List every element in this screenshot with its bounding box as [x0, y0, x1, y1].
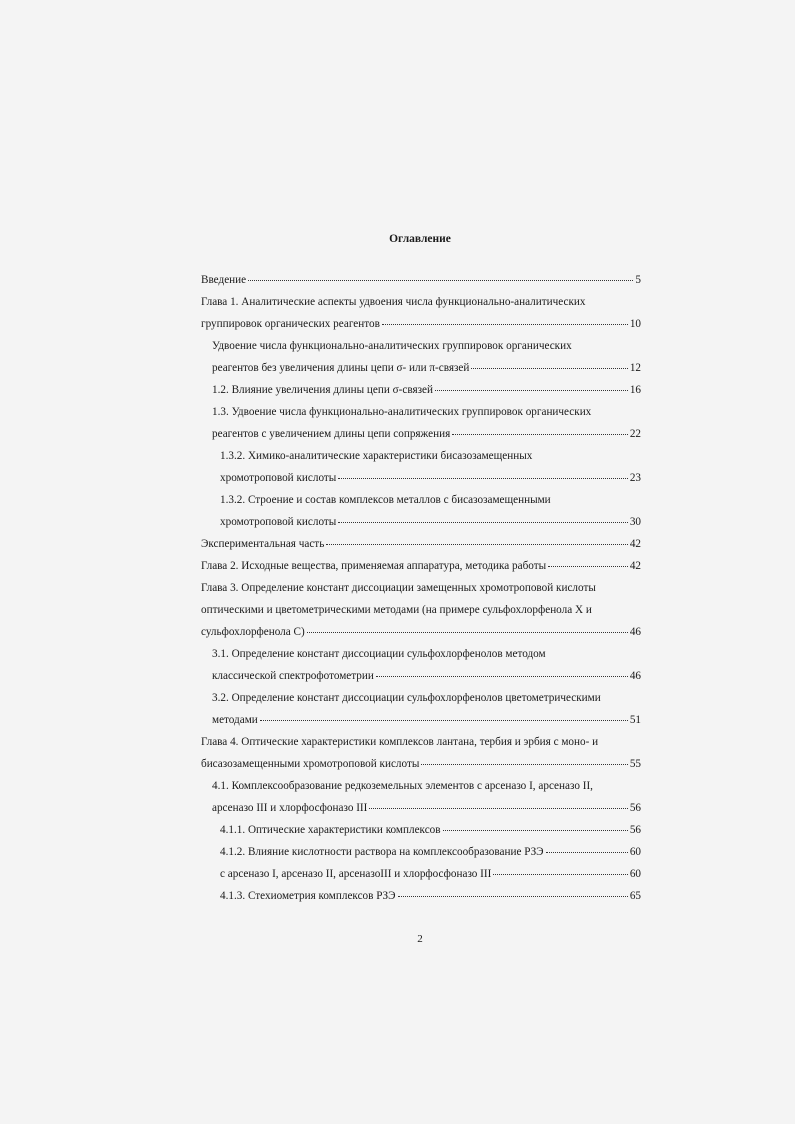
- toc-entry-text: оптическими и цветометрическими методами (на примере сульфохлорфенола Х и: [201, 604, 592, 616]
- toc-entry: [212, 361, 641, 375]
- toc-leader-dots: [376, 675, 628, 677]
- toc-entry-page: 12: [629, 362, 641, 374]
- toc-entry-text: бисазозамещенными хромотроповой кислоты: [201, 758, 420, 770]
- toc-entry-page: 65: [629, 890, 641, 902]
- page-title: Оглавление: [389, 233, 451, 245]
- toc-entry-page: 5: [635, 274, 641, 286]
- toc-entry: [220, 493, 551, 507]
- toc-entry: [220, 845, 641, 859]
- toc-entry-text: реагентов с увеличением длины цепи сопряжения: [212, 428, 451, 440]
- toc-entry-text: с арсеназо I, арсеназо II, арсеназоIII и хлорфосфоназо III: [220, 868, 492, 880]
- toc-entry-text: реагентов без увеличения длины цепи σ- или π-связей: [212, 362, 470, 374]
- toc-entry: [212, 383, 641, 397]
- toc-entry-text: Глава 4. Оптические характеристики комплексов лантана, тербия и эрбия с моно- и: [201, 736, 599, 748]
- toc-entry-text: Глава 3. Определение констант диссоциации замещенных хромотроповой кислоты: [201, 582, 596, 594]
- toc-entry-text: Глава 2. Исходные вещества, применяемая аппаратура, методика работы: [201, 560, 547, 572]
- toc-leader-dots: [338, 521, 628, 523]
- toc-entry: [201, 295, 585, 309]
- toc-entry: [201, 317, 641, 331]
- toc-entry-text: 1.2. Влияние увеличения длины цепи σ-связей: [212, 384, 434, 396]
- toc-entry: [201, 625, 641, 639]
- toc-entry-text: методами: [212, 714, 258, 726]
- toc-leader-dots: [326, 543, 628, 545]
- toc-entry: [201, 559, 641, 573]
- toc-leader-dots: [260, 719, 628, 721]
- toc-entry-text: 4.1. Комплексообразование редкоземельных элементов с арсеназо I, арсеназо II,: [212, 780, 593, 792]
- toc-entry: [220, 823, 641, 837]
- toc-entry: [220, 867, 641, 881]
- toc-entry-page: 46: [629, 670, 641, 682]
- toc-entry-text: 3.1. Определение констант диссоциации сульфохлорфенолов методом: [212, 648, 546, 660]
- toc-entry-text: хромотроповой кислоты: [220, 472, 337, 484]
- toc-entry: [201, 757, 641, 771]
- toc-entry: [212, 339, 572, 353]
- toc-leader-dots: [307, 631, 628, 633]
- toc-entry: [201, 581, 596, 595]
- toc-leader-dots: [443, 829, 628, 831]
- toc-entry-page: 55: [629, 758, 641, 770]
- toc-entry-text: 4.1.3. Стехиометрия комплексов РЗЭ: [220, 890, 396, 902]
- toc-entry: [201, 603, 592, 617]
- toc-entry-page: 60: [629, 868, 641, 880]
- toc-entry-page: 46: [629, 626, 641, 638]
- toc-entry: [212, 713, 641, 727]
- toc-entry-page: 42: [629, 538, 641, 550]
- toc-leader-dots: [369, 807, 627, 809]
- toc-entry-text: классической спектрофотометрии: [212, 670, 374, 682]
- toc-leader-dots: [398, 895, 628, 897]
- toc-entry: [212, 669, 641, 683]
- toc-entry-text: 4.1.1. Оптические характеристики комплексов: [220, 824, 441, 836]
- toc-entry-text: 4.1.2. Влияние кислотности раствора на комплексообразование РЗЭ: [220, 846, 544, 858]
- toc-entry-text: Экспериментальная часть: [201, 538, 325, 550]
- toc-leader-dots: [546, 851, 628, 853]
- toc-entry: [212, 647, 546, 661]
- toc-entry: [201, 735, 598, 749]
- toc-leader-dots: [548, 565, 628, 567]
- toc-entry-text: хромотроповой кислоты: [220, 516, 337, 528]
- toc-entry-text: 1.3.2. Химико-аналитические характеристики бисазозамещенных: [220, 450, 533, 462]
- toc-entry-text: Введение: [201, 274, 247, 286]
- toc-leader-dots: [471, 367, 627, 369]
- toc-entry: [212, 405, 591, 419]
- toc-entry-text: Удвоение числа функционально-аналитических группировок органических: [212, 340, 572, 352]
- toc-entry: [212, 801, 641, 815]
- toc-entry: [212, 427, 641, 441]
- toc-entry: [220, 471, 641, 485]
- toc-entry-page: 60: [629, 846, 641, 858]
- toc-entry: [201, 537, 641, 551]
- toc-entry-page: 16: [629, 384, 641, 396]
- page-number: 2: [417, 933, 423, 945]
- toc-leader-dots: [435, 389, 628, 391]
- toc-entry-text: 3.2. Определение констант диссоциации сульфохлорфенолов цветометрическими: [212, 692, 601, 704]
- toc-leader-dots: [452, 433, 628, 435]
- toc-leader-dots: [493, 873, 627, 875]
- toc-entry-page: 10: [629, 318, 641, 330]
- toc-entry-page: 51: [629, 714, 641, 726]
- toc-leader-dots: [421, 763, 627, 765]
- toc-entry-text: 1.3. Удвоение числа функционально-аналитических группировок органических: [212, 406, 592, 418]
- toc-entry-text: Глава 1. Аналитические аспекты удвоения числа функционально-аналитических: [201, 296, 586, 308]
- toc-entry-text: группировок органических реагентов: [201, 318, 380, 330]
- toc-entry-page: 56: [629, 802, 641, 814]
- toc-leader-dots: [382, 323, 628, 325]
- toc-entry-text: сульфохлорфенола С): [201, 626, 305, 638]
- toc-entry: [220, 889, 641, 903]
- toc-entry-text: арсеназо III и хлорфосфоназо III: [212, 802, 368, 814]
- toc-leader-dots: [338, 477, 628, 479]
- toc-entry: [212, 779, 593, 793]
- toc-entry-page: 30: [629, 516, 641, 528]
- toc-entry-page: 56: [629, 824, 641, 836]
- toc-entry-page: 22: [629, 428, 641, 440]
- toc-entry-page: 42: [629, 560, 641, 572]
- toc-entry-text: 1.3.2. Строение и состав комплексов металлов с бисазозамещенными: [220, 494, 551, 506]
- toc-entry: [212, 691, 601, 705]
- toc-entry-page: 23: [629, 472, 641, 484]
- toc-entry: [220, 449, 532, 463]
- toc-leader-dots: [248, 279, 633, 281]
- toc-entry: [220, 515, 641, 529]
- toc-entry: [201, 273, 641, 287]
